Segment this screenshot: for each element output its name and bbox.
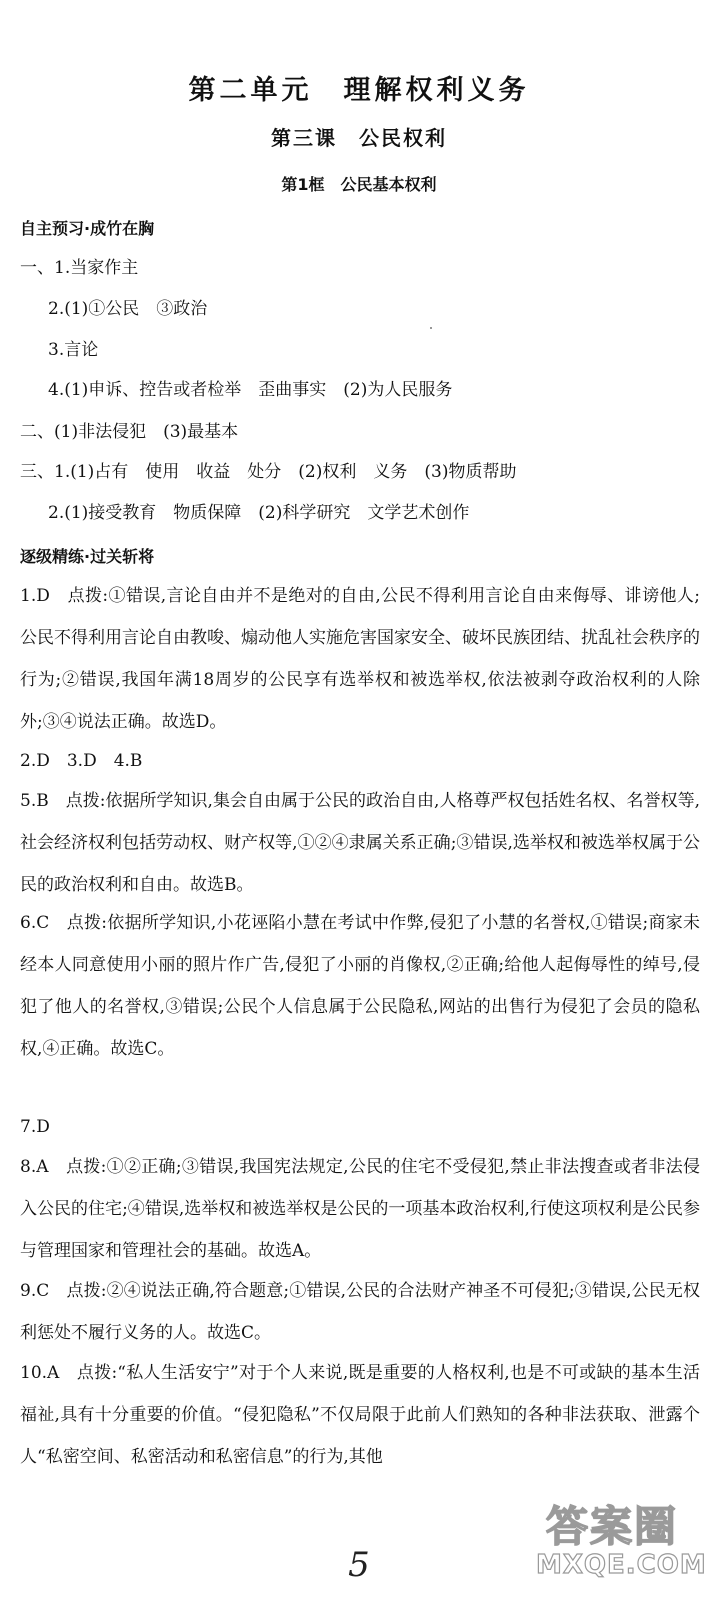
lesson-title: 第三课 公民权利 [271,126,447,150]
answer-line: 2.(1)接受教育 物质保障 (2)科学研究 文学艺术创作 [48,503,470,523]
watermark-logo [528,1488,708,1588]
scan-speck [430,327,432,329]
answer-item-5: 5.B 点拨:依据所学知识,集会自由属于公民的政治自由,人格尊严权包括姓名权、名誉权等,社会经济权利包括劳动权、财产权等,①②④隶属关系正确;③错误,选举权和被选举权属于公民的政治权利和自由。故选B。 [20,791,700,895]
answer-item-6: 6.C 点拨:依据所学知识,小花诬陷小慧在考试中作弊,侵犯了小慧的名誉权,①错误;商家未经本人同意使用小丽的照片作广告,侵犯了小丽的肖像权,②正确;给他人起侮辱性的绰号,侵犯了他人的名誉权,③错误;公民个人信息属于公民隐私,网站的出售行为侵犯了会员的隐私权,④正确。故选C。 [20,913,700,1059]
answer-item-10: 10.A 点拨:“私人生活安宁”对于个人来说,既是重要的人格权利,也是不可或缺的基本生活福祉,具有十分重要的价值。“侵犯隐私”不仅局限于此前人们熟知的各种非法获取、泄露个人“私密空间、私密活动和私密信息”的行为,其他 [20,1363,700,1467]
answer-item-8: 8.A 点拨:①②正确;③错误,我国宪法规定,公民的住宅不受侵犯,禁止非法搜查或者非法侵入公民的住宅;④错误,选举权和被选举权是公民的一项基本政治权利,行使这项权利是公民参与管理国家和管理社会的基础。故选A。 [20,1157,700,1261]
answer-item-1: 1.D 点拨:①错误,言论自由并不是绝对的自由,公民不得利用言论自由来侮辱、诽谤他人;公民不得利用言论自由教唆、煽动他人实施危害国家安全、破坏民族团结、扰乱社会秩序的行为;②错误,我国年满18周岁的公民享有选举权和被选举权,依法被剥夺政治权利的人除外;③④说法正确。故选D。 [20,586,700,732]
frame-title: 第1框 公民基本权利 [281,175,437,194]
answer-line: 3.言论 [48,340,99,360]
answer-line: 二、(1)非法侵犯 (3)最基本 [20,422,239,442]
answer-line: 4.(1)申诉、控告或者检举 歪曲事实 (2)为人民服务 [48,380,453,400]
section-heading-preview: 自主预习·成竹在胸 [20,219,155,238]
answer-item-9: 9.C 点拨:②④说法正确,符合题意;①错误,公民的合法财产神圣不可侵犯;③错误,公民无权利惩处不履行义务的人。故选C。 [20,1281,700,1343]
answer-item-7: 7.D [20,1117,50,1137]
watermark-url: MXQE.COM [536,1550,707,1580]
section-heading-practice: 逐级精练·过关斩将 [20,547,155,566]
answer-item-2-4: 2.D 3.D 4.B [20,751,143,771]
answer-line: 三、1.(1)占有 使用 收益 处分 (2)权利 义务 (3)物质帮助 [20,462,517,482]
page-number: 5 [348,1545,370,1585]
watermark-text: 答案圈 [546,1502,679,1551]
answer-line: 2.(1)①公民 ③政治 [48,299,208,319]
answer-line: 一、1.当家作主 [20,258,139,278]
unit-title: 第二单元 理解权利义务 [188,75,530,106]
